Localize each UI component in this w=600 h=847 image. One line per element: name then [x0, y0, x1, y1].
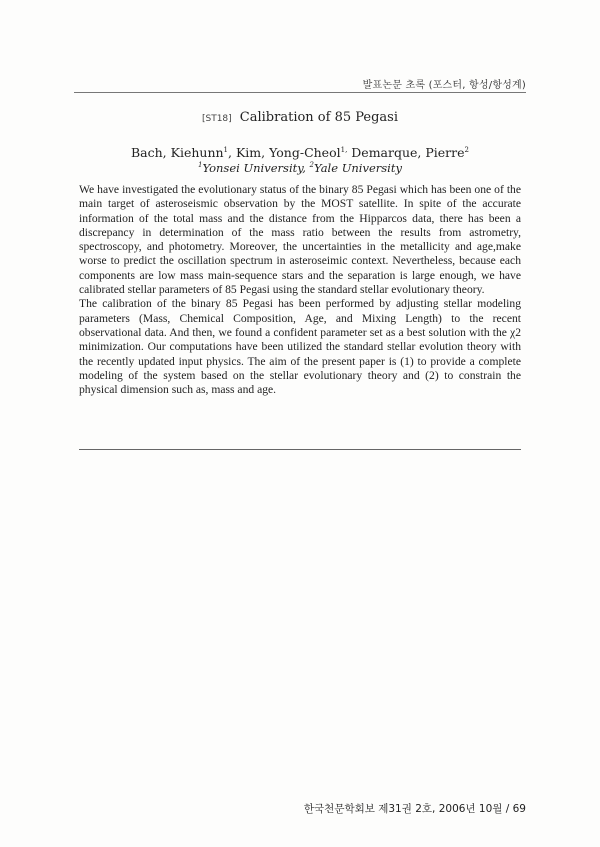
author-name: Kim, Yong-Cheol [235, 145, 341, 160]
paper-title: Calibration of 85 Pegasi [239, 110, 399, 125]
section-header: 발표논문 초록 (포스터, 항성/항성계) [362, 80, 526, 91]
abstract-paragraph: We have investigated the evolutionary status of the binary 85 Pegasi which has been one of the main target of asteroseismic observation by the MOST satellite. In spite of the accurate information of the total mass and the distance from the Hipparcos data, there has been a discrepancy in determination of the mass ratio between the results from astrometry, spectroscopy, and photometry. Moreover, the uncertainties in the metallicity and age,make worse to predict the oscillation spectrum in asteroseimic context. Nevertheless, because each components are low mass main-sequence stars and the separation is large enough, we have calibrated stellar parameters of 85 Pegasi using the standard stellar evolutionary theory. [79, 183, 521, 297]
affiliation-superscript: 1 [198, 161, 203, 170]
affiliation-name: Yale University [314, 161, 402, 175]
affiliation-superscript: 2 [309, 161, 314, 170]
author-superscript: 1, [340, 145, 348, 154]
author-superscript: 2 [464, 145, 470, 154]
header-divider [74, 92, 526, 93]
abstract-end-divider [79, 449, 521, 450]
affiliation-list [0, 161, 600, 175]
author-list [0, 145, 600, 160]
author-superscript: 1 [223, 145, 229, 154]
author-name: Bach, Kiehunn [130, 145, 224, 160]
affiliation-separator: , [302, 161, 310, 175]
abstract-body [79, 183, 521, 397]
journal-citation-footer: 한국천문학회보 제31권 2호, 2006년 10월 / 69 [303, 803, 526, 815]
author-separator: , [228, 145, 236, 160]
paper-title-line [0, 110, 600, 125]
affiliation-name: Yonsei University [202, 161, 303, 175]
author-name: Demarque, Pierre [351, 145, 465, 160]
abstract-paragraph: The calibration of the binary 85 Pegasi has been performed by adjusting stellar modeling parameters (Mass, Chemical Composition, Age, and Mixing Length) to the recent observational data. And then, we found a confident parameter set as a best solution with the χ2 minimization. Our computations have been utilized the standard stellar evolution theory with the recently updated input physics. The aim of the present paper is (1) to provide a complete modeling of the system based on the stellar evolutionary theory and (2) to constrain the physical dimension such as, mass and age. [79, 297, 521, 397]
paper-code: [ST18] [201, 114, 232, 124]
